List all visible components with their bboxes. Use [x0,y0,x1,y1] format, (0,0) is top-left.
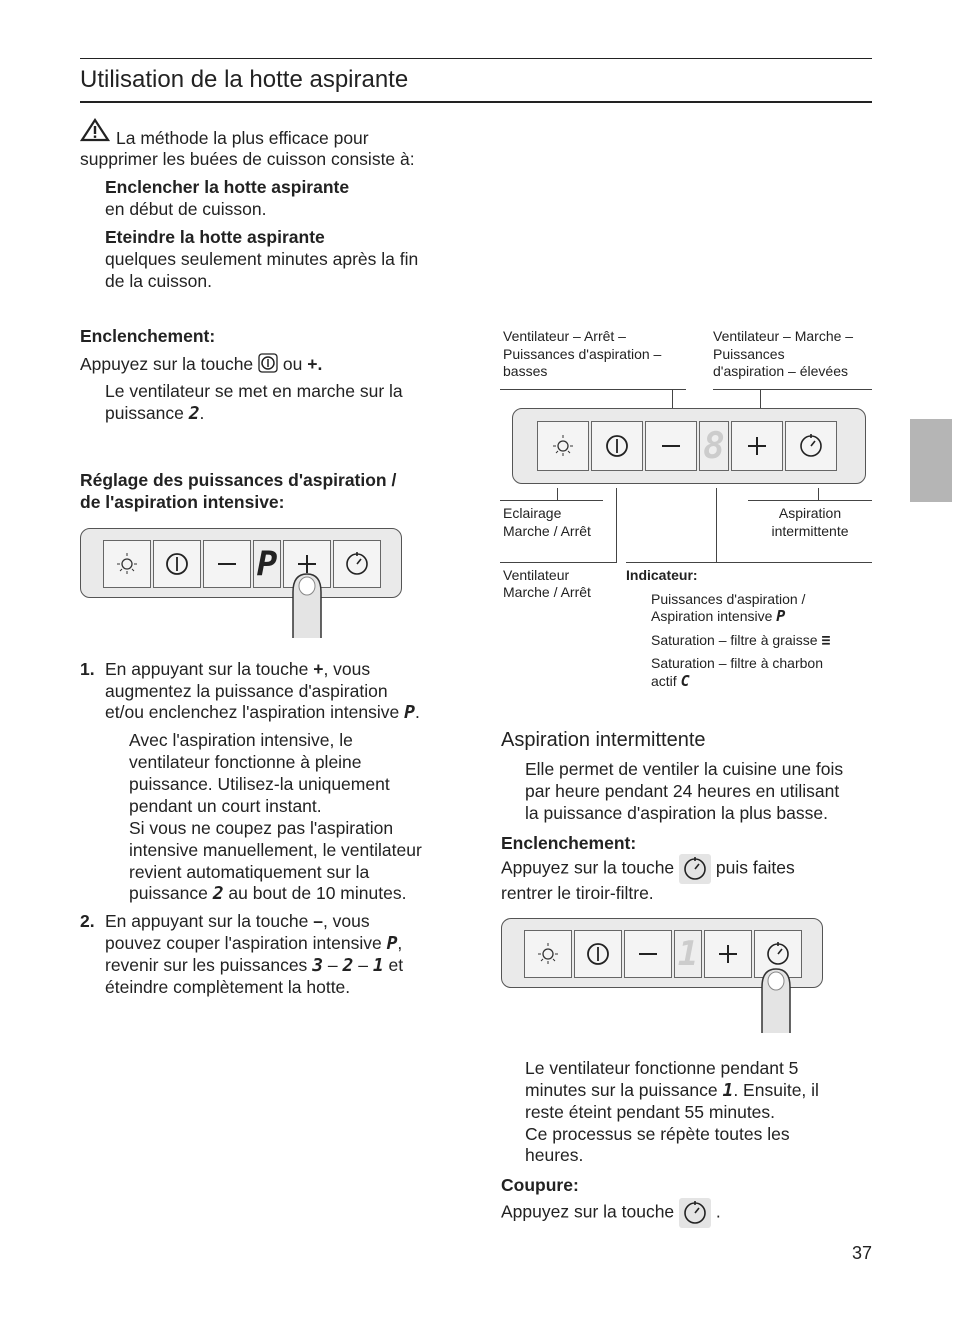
ind3-line1: Saturation – filtre à charbon [651,655,823,671]
leader-interval-h [748,500,872,501]
note-l8 [129,882,406,905]
warning-intro-2: supprimer les buées de cuisson consiste à: [80,149,415,169]
label-indicator-title: Indicateur: [626,567,698,583]
leader-interval-v [818,488,819,500]
leader-fan-on-h [713,389,872,390]
note-l3: puissance. Utilisez-la uniquement [129,774,390,794]
press-plus: +. [307,354,323,374]
warning-step2-line2: de la cuisson. [105,271,213,291]
r-plus-button[interactable] [704,930,752,978]
diagram-fan-power-button[interactable] [591,421,643,471]
label-interval-1: Aspiration [778,505,842,521]
leader-light-v [557,488,558,500]
label-interval-2: intermittente [771,523,849,539]
page-number: 37 [851,1243,872,1263]
run-l5: heures. [525,1145,584,1165]
item2-d1: 1 [372,955,384,976]
warning-intro-1: La méthode la plus efficace pour [116,128,369,148]
ind1-sym: P [776,607,786,625]
item1-l1a: En appuyant sur la touche [105,659,309,679]
right-press-suffix: puis faites [715,857,795,878]
item2-line2: pouvez couper l'aspiration intensive P, [105,933,403,954]
diagram-display: 8 [699,421,729,471]
r-fan-power-button[interactable] [574,930,622,978]
item2-l2: pouvez couper l'aspiration intensive [105,933,382,953]
left-press-line [80,353,322,378]
item1-line2: augmentez la puissance d'aspiration [105,681,388,701]
item1-l3: et/ou enclenchez l'aspiration intensive [105,702,400,722]
left-enclenchement-title: Enclenchement: [80,326,216,346]
warning-step2-title: Eteindre la hotte aspirante [105,227,325,247]
item1-l1b: , vous [323,659,371,679]
right-press-line [501,854,795,884]
desc-l2: par heure pendant 24 heures en utilisant [525,781,840,801]
label-fan-on-2: Puissances [713,346,785,362]
timer-icon-coupure [679,1198,711,1228]
right-press-prefix: Appuyez sur la touche [501,857,675,878]
power-icon [258,353,278,378]
top-rule [80,58,872,59]
label-fanswitch-1: Ventilateur [503,567,570,583]
note-l4: pendant un court instant. [129,796,322,816]
label-fan-off-2: Puissances d'aspiration – [503,346,662,362]
item2-line3: revenir sur les puissances 3 – 2 – 1 et [105,955,404,976]
finger-icon [290,570,324,645]
item2-l3b: et [388,955,404,975]
diagram-plus-button[interactable] [731,421,783,471]
item2-d2: 2 [342,955,354,976]
fan-power-button[interactable] [153,540,201,588]
page-title: Utilisation de la hotte aspirante [80,66,409,93]
control-panel-diagram [512,408,866,484]
reglage-title-1: Réglage des puissances d'aspiration / [80,470,397,490]
item1-digit: P [404,702,415,723]
item2-d3: 3 [312,955,324,976]
run-l4: Ce processus se répète toutes les [525,1124,790,1144]
timer-button[interactable] [333,540,381,588]
fan-line1: Le ventilateur se met en marche sur la [105,381,403,401]
ind2-sym: ≡ [821,631,831,649]
press-prefix: Appuyez sur la touche [80,354,254,374]
ind1-l2: Aspiration intensive [651,608,773,624]
note-l2: ventilateur fonctionne à pleine [129,752,362,772]
fan-digit: 2 [188,403,200,424]
coupure-line [501,1198,721,1228]
leader-fanswitch-v [616,488,617,562]
run-l1: Le ventilateur fonctionne pendant 5 [525,1058,799,1078]
right-enclenchement-title: Enclenchement: [501,833,637,853]
item2-l1a: En appuyant sur la touche [105,911,309,931]
item1-num: 1. [80,659,95,679]
label-fan-on-3: d'aspiration – élevées [713,363,848,379]
item2-line4: éteindre complètement la hotte. [105,977,351,997]
coupure-suffix: . [715,1201,721,1222]
display: P [253,540,281,588]
diagram-timer-button[interactable] [785,421,837,471]
diagram-light-button[interactable] [537,421,589,471]
warning-step1-title: Enclencher la hotte aspirante [105,177,350,197]
leader-fan-off-h [500,389,686,390]
timer-icon [679,854,711,884]
ind3-l2: actif [651,673,677,689]
warning-icon [80,118,110,147]
minus-button[interactable] [203,540,251,588]
note-l8-digit: 2 [212,883,224,904]
leader-indicator-v [716,488,717,562]
run-l3: reste éteint pendant 55 minutes. [525,1102,776,1122]
control-panel-left [80,528,402,598]
item2-l1b: , vous [322,911,370,931]
leader-fanswitch-h [500,562,617,563]
label-fanswitch-2: Marche / Arrêt [503,584,591,600]
diagram-minus-button[interactable] [645,421,697,471]
note-l7: revient automatiquement sur la [129,862,370,882]
label-light-1: Eclairage [503,505,562,521]
note-l8a: puissance [129,883,208,903]
leader-indicator-h [626,562,872,563]
fan-line2: puissance 2. [105,403,205,424]
coupure-title: Coupure: [501,1175,579,1195]
item1-line1 [105,658,370,680]
press-or: ou [282,354,303,374]
ind2-text: Saturation – filtre à graisse [651,632,818,648]
run-l2a: minutes sur la puissance [525,1080,718,1100]
item1-plus: + [313,659,324,679]
coupure-prefix: Appuyez sur la touche [501,1201,675,1222]
title-rule [80,101,872,103]
ind2-line [651,632,830,650]
run-l2 [525,1079,819,1102]
desc-l1: Elle permet de ventiler la cuisine une fois [525,759,844,779]
note-l8b: au bout de 10 minutes. [228,883,407,903]
r-minus-button[interactable] [624,930,672,978]
reglage-title-2: de l'aspiration intensive: [80,492,285,512]
r-light-button[interactable] [524,930,572,978]
warning-step2-line1: quelques seulement minutes après la fin [105,249,419,269]
desc-l3: la puissance d'aspiration la plus basse. [525,803,828,823]
ind3-line2 [651,673,690,691]
label-light-2: Marche / Arrêt [503,523,591,539]
right-press-l2: rentrer le tiroir-filtre. [501,883,654,903]
fan-line2-text: puissance [105,403,184,423]
item2-l3a: revenir sur les puissances [105,955,308,975]
light-button[interactable] [103,540,151,588]
note-l5: Si vous ne coupez pas l'aspiration [129,818,394,838]
label-fan-off-1: Ventilateur – Arrêt – [503,328,626,344]
ind1-line1: Puissances d'aspiration / [651,591,806,607]
item2-minus: – [313,911,323,931]
finger-icon-right [759,965,793,1040]
label-fan-on-1: Ventilateur – Marche – [713,328,854,344]
ind3-sym: C [680,672,690,690]
run-digit: 1 [722,1080,734,1101]
leader-light-h [500,500,603,501]
note-l6: intensive manuellement, le ventilateur [129,840,422,860]
run-l2b: . Ensuite, il [733,1080,819,1100]
item2-line1 [105,910,370,932]
note-l1: Avec l'aspiration intensive, le [129,730,353,750]
label-fan-off-3: basses [503,363,548,379]
section-tab [910,419,952,502]
r-display: 1 [674,930,702,978]
aspiration-heading: Aspiration intermittente [501,729,706,751]
item2-digit-p: P [386,933,398,954]
ind1-line2 [651,608,785,626]
item1-line3: et/ou enclenchez l'aspiration intensive P. [105,702,420,723]
warning-step1-text: en début de cuisson. [105,199,267,219]
item2-num: 2. [80,911,95,931]
